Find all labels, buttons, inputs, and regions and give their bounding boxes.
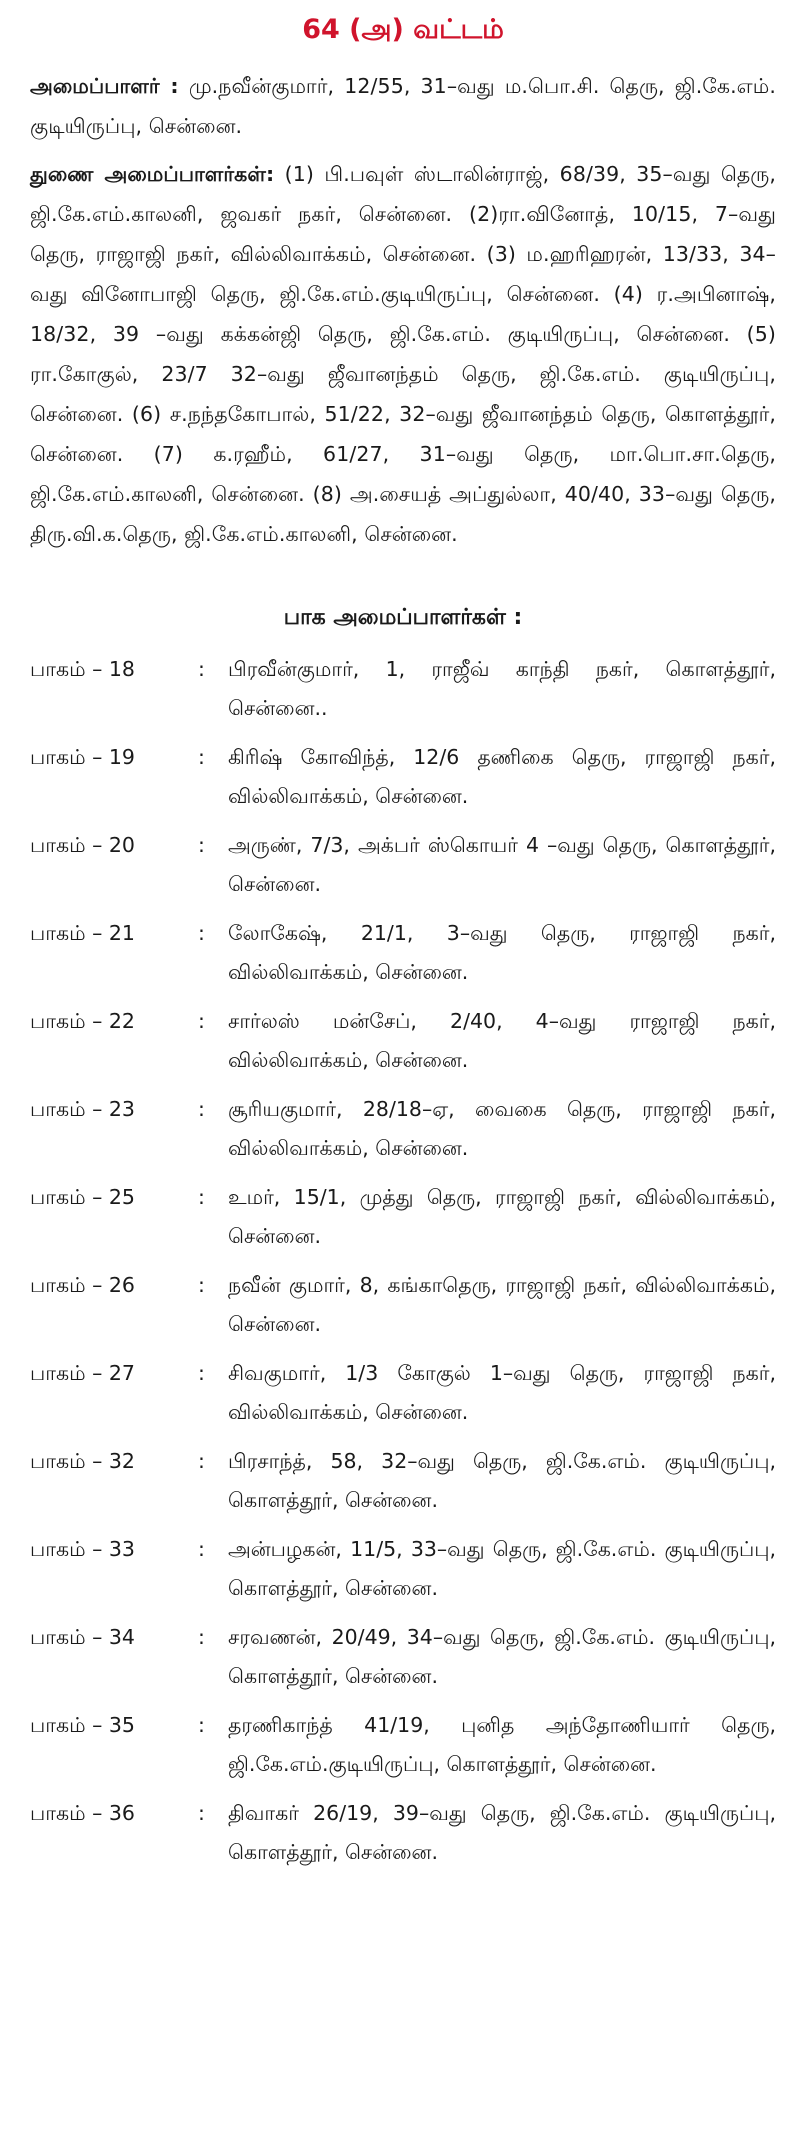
booth-separator-colon: :	[198, 1361, 205, 1385]
booth-number-label: பாகம் – 21	[30, 921, 135, 945]
organizer-paragraph	[30, 66, 776, 146]
booth-row	[30, 1266, 776, 1344]
organizer-label: அமைப்பாளர் :	[30, 74, 179, 98]
booth-number-label: பாகம் – 35	[30, 1713, 135, 1737]
booth-separator-colon: :	[198, 1537, 205, 1561]
booth-organizer-address: லோகேஷ், 21/1, 3–வது தெரு, ராஜாஜி நகர், வில்லிவாக்கம், சென்னை.	[228, 921, 776, 984]
booth-organizer-address: பிரசாந்த், 58, 32–வது தெரு, ஜி.கே.எம். குடியிருப்பு, கொளத்தூர், சென்னை.	[228, 1449, 776, 1512]
booth-organizer-address: தரணிகாந்த் 41/19, புனித அந்தோணியார் தெரு, ஜி.கே.எம்.குடியிருப்பு, கொளத்தூர், சென்னை.	[228, 1713, 776, 1776]
booth-number-label: பாகம் – 18	[30, 657, 135, 681]
booth-row	[30, 1706, 776, 1784]
booth-number-label: பாகம் – 27	[30, 1361, 135, 1385]
booth-row	[30, 1618, 776, 1696]
booth-number-label: பாகம் – 32	[30, 1449, 135, 1473]
booth-separator-colon: :	[198, 921, 205, 945]
booth-organizers-heading: பாக அமைப்பாளர்கள் :	[283, 605, 523, 630]
booth-row	[30, 1442, 776, 1520]
booth-organizer-address: நவீன் குமார், 8, கங்காதெரு, ராஜாஜி நகர், வில்லிவாக்கம், சென்னை.	[228, 1273, 776, 1336]
booth-separator-colon: :	[198, 1625, 205, 1649]
booth-separator-colon: :	[198, 745, 205, 769]
booth-number-label: பாகம் – 22	[30, 1009, 135, 1033]
booth-organizer-address: சரவணன், 20/49, 34–வது தெரு, ஜி.கே.எம். குடியிருப்பு, கொளத்தூர், சென்னை.	[228, 1625, 776, 1688]
booth-number-label: பாகம் – 19	[30, 745, 135, 769]
deputy-organizers-text: (1) பி.பவுள் ஸ்டாலின்ராஜ், 68/39, 35–வது தெரு, ஜி.கே.எம்.காலனி, ஜவகர் நகர், சென்னை. (2)ரா.வினோத், 10/15, 7–வது தெரு, ராஜாஜி நகர், வில்லிவாக்கம், சென்னை. (3) ம.ஹரிஹரன், 13/33, 34–வது வினோபாஜி தெரு, ஜி.கே.எம்.குடியிருப்பு, சென்னை. (4) ர.அபினாஷ், 18/32, 39 –வது கக்கன்ஜி தெரு, ஜி.கே.எம். குடியிருப்பு, சென்னை. (5) ரா.கோகுல், 23/7 32–வது ஜீவானந்தம் தெரு, ஜி.கே.எம். குடியிருப்பு, சென்னை. (6) ச.நந்தகோபால், 51/22, 32–வது ஜீவானந்தம் தெரு, கொளத்தூர், சென்னை. (7) க.ரஹீம், 61/27, 31–வது தெரு, மா.பொ.சா.தெரு, ஜி.கே.எம்.காலனி, சென்னை. (8) அ.சையத் அப்துல்லா, 40/40, 33–வது தெரு, திரு.வி.க.தெரு, ஜி.கே.எம்.காலனி, சென்னை.	[30, 162, 776, 546]
booth-organizer-address: பிரவீன்குமார், 1, ராஜீவ் காந்தி நகர், கொளத்தூர், சென்னை..	[228, 657, 776, 720]
organizer-text: மு.நவீன்குமார், 12/55, 31–வது ம.பொ.சி. தெரு, ஜி.கே.எம். குடியிருப்பு, சென்னை.	[30, 74, 776, 138]
booth-row	[30, 1530, 776, 1608]
booth-separator-colon: :	[198, 1801, 205, 1825]
booth-number-label: பாகம் – 36	[30, 1801, 135, 1825]
booth-separator-colon: :	[198, 1713, 205, 1737]
booth-row	[30, 1090, 776, 1168]
booth-number-label: பாகம் – 33	[30, 1537, 135, 1561]
booth-separator-colon: :	[198, 833, 205, 857]
ward-title: 64 (அ) வட்டம்	[302, 14, 504, 45]
booth-row	[30, 650, 776, 728]
booth-row	[30, 826, 776, 904]
booth-separator-colon: :	[198, 657, 205, 681]
booth-organizer-address: அருண், 7/3, அக்பர் ஸ்கொயர் 4 –வது தெரு, கொளத்தூர், சென்னை.	[228, 833, 776, 896]
booth-organizer-address: திவாகர் 26/19, 39–வது தெரு, ஜி.கே.எம். குடியிருப்பு, கொளத்தூர், சென்னை.	[228, 1801, 776, 1864]
booth-number-label: பாகம் – 26	[30, 1273, 135, 1297]
booth-number-label: பாகம் – 25	[30, 1185, 135, 1209]
booth-organizer-address: உமர், 15/1, முத்து தெரு, ராஜாஜி நகர், வில்லிவாக்கம், சென்னை.	[228, 1185, 776, 1248]
booth-separator-colon: :	[198, 1009, 205, 1033]
booth-separator-colon: :	[198, 1185, 205, 1209]
booth-number-label: பாகம் – 34	[30, 1625, 135, 1649]
booth-organizer-address: சார்லஸ் மன்சேப், 2/40, 4–வது ராஜாஜி நகர், வில்லிவாக்கம், சென்னை.	[228, 1009, 776, 1072]
booth-row	[30, 738, 776, 816]
deputy-organizers-paragraph	[30, 154, 776, 554]
booth-row	[30, 914, 776, 992]
booth-organizer-address: அன்பழகன், 11/5, 33–வது தெரு, ஜி.கே.எம். குடியிருப்பு, கொளத்தூர், சென்னை.	[228, 1537, 776, 1600]
booth-number-label: பாகம் – 20	[30, 833, 135, 857]
booth-row	[30, 1178, 776, 1256]
booth-organizer-address: கிரிஷ் கோவிந்த், 12/6 தணிகை தெரு, ராஜாஜி நகர், வில்லிவாக்கம், சென்னை.	[228, 745, 776, 808]
booth-organizer-address: சிவகுமார், 1/3 கோகுல் 1–வது தெரு, ராஜாஜி நகர், வில்லிவாக்கம், சென்னை.	[228, 1361, 776, 1424]
booth-organizers-list	[30, 650, 776, 1872]
booth-number-label: பாகம் – 23	[30, 1097, 135, 1121]
booth-row	[30, 1794, 776, 1872]
booth-row	[30, 1002, 776, 1080]
booth-separator-colon: :	[198, 1449, 205, 1473]
booth-separator-colon: :	[198, 1273, 205, 1297]
booth-row	[30, 1354, 776, 1432]
booth-organizer-address: சூரியகுமார், 28/18–ஏ, வைகை தெரு, ராஜாஜி நகர், வில்லிவாக்கம், சென்னை.	[228, 1097, 776, 1160]
deputy-organizers-label: துணை அமைப்பாளர்கள்:	[30, 162, 275, 186]
booth-separator-colon: :	[198, 1097, 205, 1121]
